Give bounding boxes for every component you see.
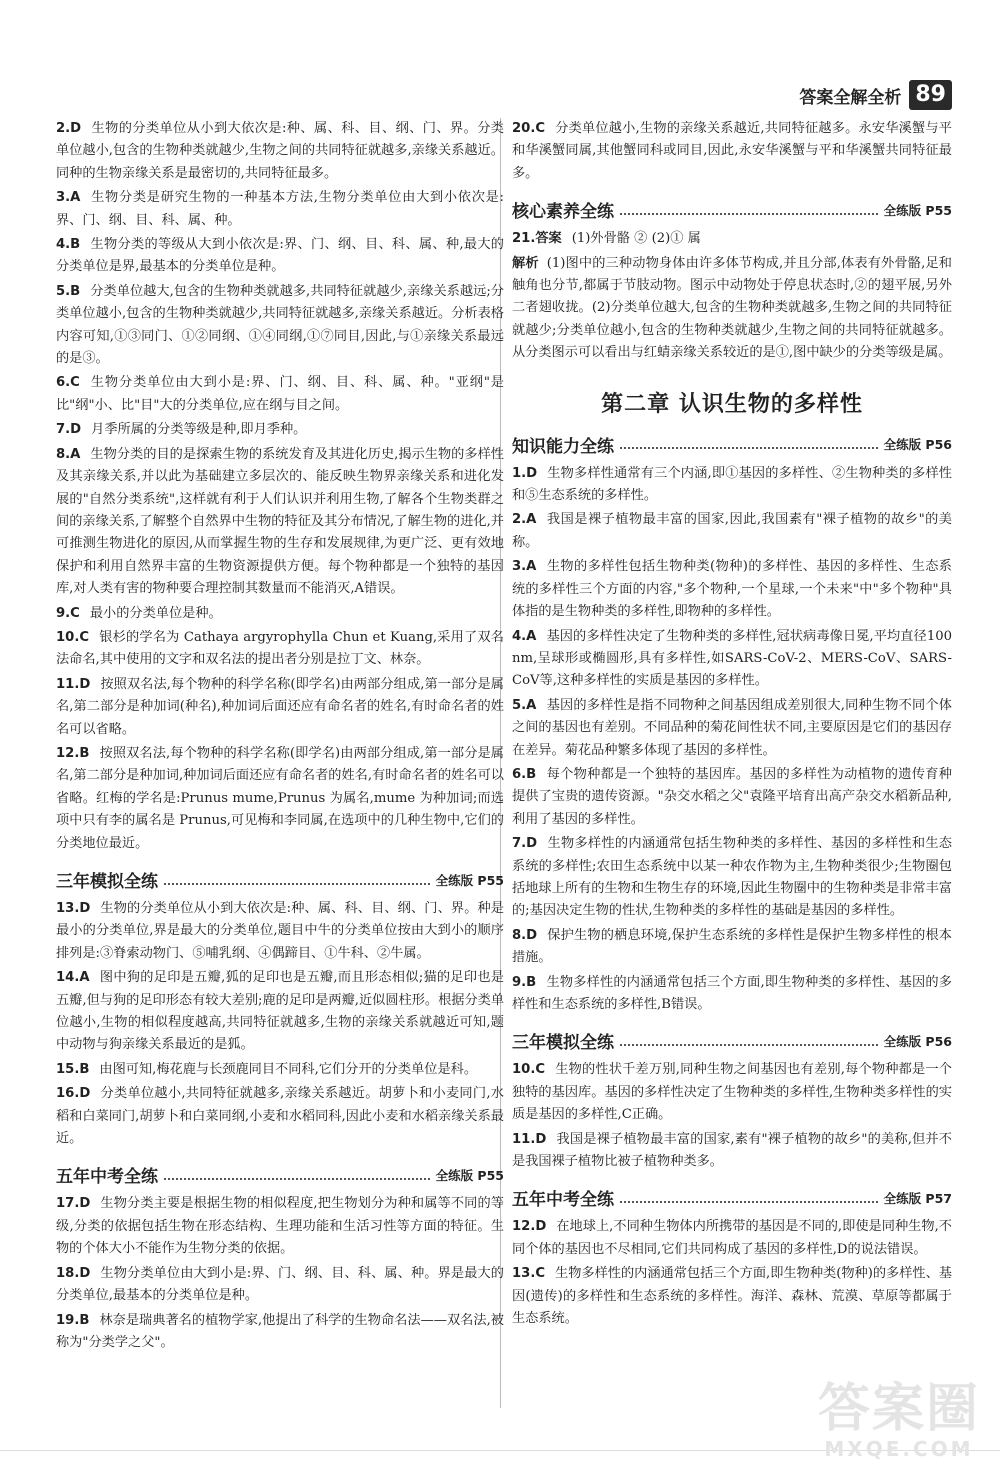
answer-entry bbox=[56, 967, 504, 1057]
answer-number: 2.D bbox=[56, 121, 82, 136]
answer-text: 分类单位越小,共同特征就越多,亲缘关系越近。胡萝卜和小麦同门,水稻和白菜同门,胡萝卜和白菜同纲,小麦和水稻同科,因此小麦和水稻亲缘关系最近。 bbox=[56, 1086, 504, 1147]
answer-text: 生物的多样性包括生物种类(物种)的多样性、基因的多样性、生态系统的多样性三个方面的内容,"多个物种,一个星球,一个未来"中"多个物种"具体指的是生物种类的多样性,即物种的多样性。 bbox=[512, 559, 952, 620]
answer-text: 我国是裸子植物最丰富的国家,素有"裸子植物的故乡"的美称,但并不是我国裸子植物比被子植物种类多。 bbox=[512, 1131, 952, 1170]
analysis-entry bbox=[512, 253, 952, 365]
answer-entry bbox=[56, 898, 504, 965]
answer-text: 最小的分类单位是种。 bbox=[89, 605, 222, 621]
answer-text: 基因的多样性决定了生物种类的多样性,冠状病毒像日冕,平均直径100 nm,呈球形或椭圆形,具有多样性,如SARS-CoV-2、MERS-CoV、SARS-CoV等,这种多样性的实质是基因的多样性。 bbox=[512, 628, 952, 689]
answer-list bbox=[512, 1216, 952, 1330]
answer-number: 1.D bbox=[512, 465, 538, 481]
answer-number: 15.B bbox=[56, 1061, 90, 1077]
answer-list bbox=[512, 118, 952, 185]
answer-list bbox=[512, 1059, 952, 1173]
answer-number: 2.A bbox=[512, 512, 537, 528]
answer-text: 银杉的学名为 Cathaya argyrophylla Chun et Kuang,采用了双名法命名,其中使用的文字和双名法的提出者分别是拉丁文、林奈。 bbox=[56, 629, 504, 668]
section-title: 三年模拟全练 bbox=[56, 872, 158, 892]
answer-number: 12.D bbox=[512, 1219, 547, 1235]
answer-number: 17.D bbox=[56, 1196, 91, 1212]
answer-text: 林奈是瑞典著名的植物学家,他提出了科学的生物命名法——双名法,被称为"分类学之父"。 bbox=[56, 1312, 504, 1350]
answer-entry bbox=[56, 743, 504, 855]
answer-text: 生物分类的等级从大到小依次是:界、门、纲、目、科、属、种,最大的分类单位是界,最基本的分类单位是种。 bbox=[56, 237, 504, 275]
answer-number: 4.B bbox=[56, 237, 81, 253]
answer-entry bbox=[56, 1059, 504, 1081]
answer-text: 由图可知,梅花鹿与长颈鹿同目不同科,它们分开的分类单位是科。 bbox=[99, 1061, 478, 1077]
answer-text: 分类单位越小,生物的亲缘关系越近,共同特征越多。永安华溪蟹与平和华溪蟹同属,其他蟹同科或同目,因此,永安华溪蟹与平和华溪蟹共同特征最多。 bbox=[512, 121, 952, 181]
section-ref: 全练版 P55 bbox=[435, 1167, 504, 1183]
section-header bbox=[512, 432, 952, 457]
answer-text: 基因的多样性是指不同物种之间基因组成差别很大,同种生物不同个体之间的基因也有差别。不同品种的菊花间性状不同,主要原因是它们的基因存在差异。菊花品种繁多体现了基因的多样性。 bbox=[512, 697, 952, 758]
answer-text: 图中狗的足印是五瓣,狐的足印也是五瓣,而且形态相似;猫的足印也是五瓣,但与狗的足印形态有较大差别;鹿的足印是两瓣,近似圆柱形。根据分类单位越小,生物的相似程度越高,共同特征就越多,生物的亲缘关系就越近可知,题中动物与狗亲缘关系最近的是狐。 bbox=[56, 970, 505, 1053]
analysis-text: (1)图中的三种动物身体由许多体节构成,并且分部,体表有外骨骼,足和触角也分节,都属于节肢动物。图示中动物处于停息状态时,②的翅平展,另外二者翅收拢。(2)分类单位越大,包含的生物种类就越多,生物之间的共同特征就越少;分类单位越小,包含的生物种类就越少,生物之间的共同特征就越多。从分类图示可以看出与红蜻亲缘关系较近的是①,图中缺少的分类等级是属。 bbox=[512, 255, 952, 361]
answer-list bbox=[512, 463, 952, 1017]
section-ref: 全练版 P56 bbox=[883, 437, 952, 453]
section-title: 核心素养全练 bbox=[512, 202, 614, 223]
answer-number: 12.B bbox=[56, 745, 90, 761]
answer-number: 21.答案 bbox=[512, 231, 562, 247]
section-ref: 全练版 P55 bbox=[883, 202, 952, 218]
answer-number: 9.B bbox=[512, 974, 537, 990]
answer-text: 我国是裸子植物最丰富的国家,因此,我国素有"裸子植物的故乡"的美称。 bbox=[512, 512, 952, 550]
answer-list bbox=[56, 118, 504, 855]
section-header bbox=[56, 867, 504, 892]
answer-entry bbox=[512, 764, 952, 831]
answer-entry bbox=[512, 1059, 952, 1126]
answer-entry bbox=[56, 1310, 504, 1355]
answer-text: 月季所属的分类等级是种,即月季种。 bbox=[91, 422, 307, 438]
answer-number: 11.D bbox=[512, 1131, 547, 1147]
answer-number: 19.B bbox=[56, 1312, 90, 1328]
watermark-logo: 答案圈 bbox=[817, 1379, 980, 1439]
answer-entry bbox=[512, 695, 952, 762]
answer-entry bbox=[512, 509, 952, 554]
answer-entry bbox=[56, 674, 504, 741]
answer-number: 6.C bbox=[56, 375, 80, 391]
answer-text: 按照双名法,每个物种的科学名称(即学名)由两部分组成,第一部分是属名,第二部分是种加词(种名),种加词后面还应有命名者的姓名,有时命名者的姓名可以省略。 bbox=[56, 676, 504, 737]
answer-number: 16.D bbox=[56, 1086, 91, 1102]
answer-entry bbox=[56, 372, 504, 417]
left-column bbox=[56, 118, 504, 1356]
section-dots bbox=[620, 1193, 878, 1203]
page-number: 89 bbox=[909, 80, 952, 110]
answer-text: 生物分类单位由大到小是:界、门、纲、目、科、属、种。"亚纲"是比"纲"小、比"目"大的分类单位,应在纲与目之间。 bbox=[56, 375, 504, 413]
answer-text: (1)外骨骼 ② (2)① 属 bbox=[571, 231, 701, 247]
section-title: 五年中考全练 bbox=[56, 1167, 158, 1188]
answer-entry bbox=[56, 1083, 504, 1150]
answer-text: 生物分类单位由大到小是:界、门、纲、目、科、属、种。界是最大的分类单位,最基本的分类单位是种。 bbox=[56, 1265, 504, 1304]
section-header bbox=[512, 1185, 952, 1210]
answer-entry bbox=[56, 1193, 504, 1260]
answer-text: 生物的分类单位从小到大依次是:种、属、科、目、纲、门、界。种是最小的分类单位,界是最大的分类单位,题目中牛的分类单位按由大到小的顺序排列是:③脊索动物门、⑤哺乳纲、④偶蹄目、①牛科、②牛属。 bbox=[56, 901, 504, 961]
answer-number: 10.C bbox=[56, 629, 90, 645]
answer-number: 5.B bbox=[56, 283, 81, 299]
answer-number: 8.A bbox=[56, 446, 81, 462]
right-column bbox=[512, 118, 952, 1332]
chapter-title: 第二章 认识生物的多样性 bbox=[601, 391, 863, 417]
analysis-label: 解析 bbox=[512, 255, 539, 271]
page-header bbox=[799, 80, 952, 110]
answer-text: 在地球上,不同种生物体内所携带的基因是不同的,即使是同种生物,不同个体的基因也不尽相同,它们共同构成了基因的多样性,D的说法错误。 bbox=[512, 1219, 952, 1257]
answer-text: 生物多样性通常有三个内涵,即①基因的多样性、②生物种类的多样性和⑤生态系统的多样性。 bbox=[512, 465, 952, 504]
answer-text: 按照双名法,每个物种的科学名称(即学名)由两部分组成,第一部分是属名,第二部分是种加词,种加词后面还应有命名者的姓名,有时命名者的姓名可以省略。红梅的学名是:Prunus mume,Prunus 为属名,mume 为种加词;而选项中只有李的属名是 Prunus,可见梅和李同属,在选项中的几种生物中,它们的分类地位最近。 bbox=[56, 745, 504, 851]
watermark-url: MXQE.COM bbox=[824, 1437, 974, 1461]
answer-number: 14.A bbox=[56, 970, 90, 986]
answer-entry bbox=[56, 627, 504, 672]
section-header bbox=[512, 1028, 952, 1053]
answer-text: 生物多样性的内涵通常包括三个方面,即生物种类(物种)的多样性、基因(遗传)的多样性和生态系统的多样性。海洋、森林、荒漠、草原等都属于生态系统。 bbox=[512, 1266, 952, 1327]
section-ref: 全练版 P56 bbox=[883, 1033, 952, 1049]
answer-entry bbox=[512, 972, 952, 1017]
watermark bbox=[818, 1381, 980, 1461]
answer-entry bbox=[512, 1263, 952, 1330]
answer-text: 生物分类的目的是探索生物的系统发育及其进化历史,揭示生物的多样性及其亲缘关系,并以此为基础建立多层次的、能反映生物界亲缘关系和进化发展的"自然分类系统",这样就有利于人们认识并利用生物,了解各个生物类群之间的亲缘关系,了解整个自然界中生物的特征及其分布情况,了解生物的进化,并可推测生物进化的原因,从而掌握生物的生存和发展规律,为更广泛、更有效地保护和利用自然界丰富的生物资源提供方便。每个物种都是一个独特的基因库,对人类有害的物种要合理控制其数量而不能消灭,A错误。 bbox=[56, 446, 504, 597]
answer-entry bbox=[56, 234, 504, 279]
section-dots bbox=[620, 439, 878, 449]
answer-text: 生物分类是研究生物的一种基本方法,生物分类单位由大到小依次是:界、门、纲、目、科、属、种。 bbox=[56, 190, 504, 228]
section-dots bbox=[620, 205, 878, 215]
answer-entry bbox=[56, 281, 504, 371]
header-title: 答案全解全析 bbox=[799, 87, 902, 108]
answer-list bbox=[56, 1193, 504, 1354]
answer-number: 20.C bbox=[512, 121, 546, 136]
answer-entry bbox=[56, 444, 504, 601]
answer-entry bbox=[512, 833, 952, 923]
answer-text: 生物多样性的内涵通常包括生物种类的多样性、基因的多样性和生态系统的多样性;农田生态系统中以某一种农作物为主,生物种类很少;生物圈包括地球上所有的生物和生物生存的环境,因此生物圈中的生物种类是非常丰富的;基因决定生物的性状,生物种类的多样性的基础是基因的多样性。 bbox=[512, 836, 952, 919]
answer-number: 18.D bbox=[56, 1265, 91, 1281]
answer-text: 分类单位越大,包含的生物种类就越多,共同特征就越少,亲缘关系越远;分类单位越小,包含的生物种类就越少,共同特征就越多,亲缘关系越近。分析表格内容可知,①③同门、①②同纲、①④同纲,①⑦同目,因此,与①亲缘关系最远的是③。 bbox=[56, 283, 504, 367]
answer-text: 生物的性状千差万别,同种生物之间基因也有差别,每个物种都是一个独特的基因库。基因的多样性决定了生物种类的多样性,生物种类多样性的实质是基因的多样性,C正确。 bbox=[512, 1062, 952, 1123]
answer-number: 4.A bbox=[512, 628, 537, 644]
answer-entry bbox=[512, 1129, 952, 1174]
section-dots bbox=[164, 1170, 430, 1180]
section-header bbox=[56, 1162, 504, 1187]
answer-entry bbox=[512, 1216, 952, 1261]
answer-text: 生物多样性的内涵通常包括三个方面,即生物种类的多样性、基因的多样性和生态系统的多样性,B错误。 bbox=[512, 974, 952, 1012]
answer-list bbox=[56, 898, 504, 1150]
answer-number: 5.A bbox=[512, 697, 537, 713]
answer-number: 13.D bbox=[56, 901, 91, 916]
section-ref: 全练版 P57 bbox=[883, 1190, 952, 1206]
answer-number: 3.A bbox=[512, 559, 537, 575]
answer-entry bbox=[512, 556, 952, 623]
answer-entry bbox=[56, 118, 504, 185]
section-dots bbox=[620, 1036, 878, 1046]
answer-entry bbox=[512, 463, 952, 508]
answer-text: 生物的分类单位从小到大依次是:种、属、科、目、纲、门、界。分类单位越小,包含的生物种类就越少,生物之间的共同特征就越多,亲缘关系越近。同种的生物亲缘关系是最密切的,共同特征最多。 bbox=[56, 121, 504, 181]
answer-entry bbox=[512, 118, 952, 185]
section-title: 五年中考全练 bbox=[512, 1190, 614, 1211]
section-title: 知识能力全练 bbox=[512, 436, 614, 457]
answer-number: 6.B bbox=[512, 766, 537, 782]
answer-entry bbox=[512, 626, 952, 693]
answer-entry bbox=[56, 603, 504, 625]
answer-text: 生物分类主要是根据生物的相似程度,把生物划分为种和属等不同的等级,分类的依据包括生物在形态结构、生理功能和生活习性等方面的特征。生物的个体大小不能作为生物分类的依据。 bbox=[56, 1196, 504, 1257]
section-ref: 全练版 P55 bbox=[435, 872, 504, 888]
answer-text: 每个物种都是一个独特的基因库。基因的多样性为动植物的遗传育种提供了宝贵的遗传资源。"杂交水稻之父"袁隆平培育出高产杂交水稻新品种,利用了基因的多样性。 bbox=[512, 766, 952, 827]
answer-number: 10.C bbox=[512, 1062, 546, 1078]
answer-number: 13.C bbox=[512, 1266, 546, 1282]
answer-text: 保护生物的栖息环境,保护生态系统的多样性是保护生物多样性的根本措施。 bbox=[512, 927, 952, 966]
section-header bbox=[512, 197, 952, 222]
answer-number: 9.C bbox=[56, 605, 80, 621]
answer-entry bbox=[512, 228, 952, 250]
answer-entry bbox=[56, 419, 504, 441]
section-dots bbox=[164, 875, 430, 885]
answer-entry bbox=[56, 1263, 504, 1308]
answer-number: 11.D bbox=[56, 676, 91, 692]
answer-number: 7.D bbox=[512, 836, 538, 852]
answer-number: 7.D bbox=[56, 422, 82, 438]
answer-entry bbox=[56, 187, 504, 232]
answer-entry bbox=[512, 925, 952, 970]
answer-number: 3.A bbox=[56, 190, 81, 206]
section-title: 三年模拟全练 bbox=[512, 1033, 614, 1054]
answer-number: 8.D bbox=[512, 927, 538, 943]
